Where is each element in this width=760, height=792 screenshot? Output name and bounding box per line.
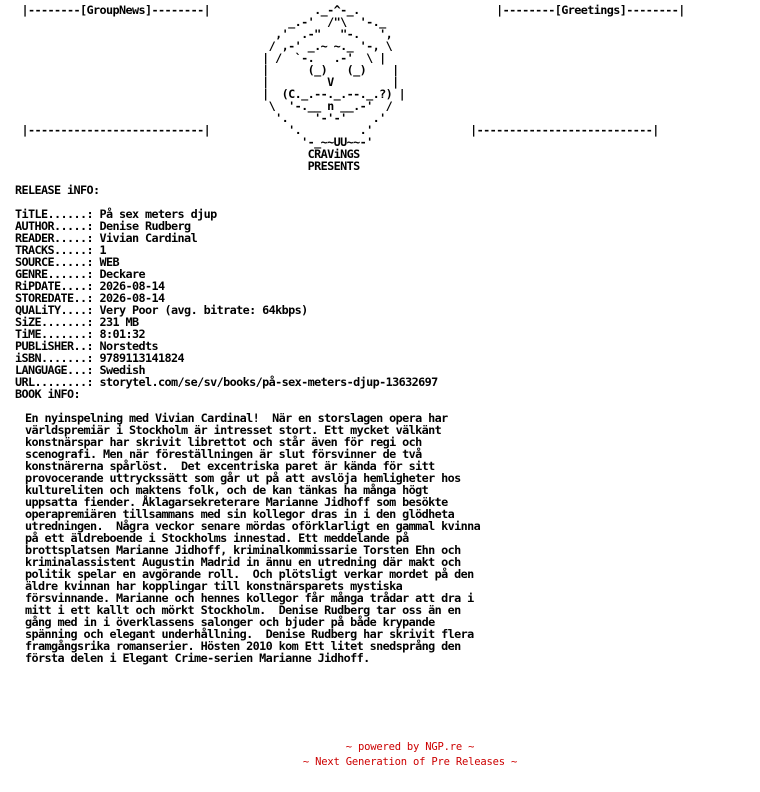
nfo-document [15,4,685,664]
release-row-ripdate: RiPDATE....: 2026-08-14 [15,279,165,293]
release-row-size: SiZE.......: 231 MB [15,315,139,329]
release-row-title: TiTLE......: På sex meters djup [15,207,217,221]
release-row-url: URL........: storytel.com/se/sv/books/på-sex-meters-djup-13632697 [15,375,438,389]
release-row-tracks: TRACKS.....: 1 [15,243,107,257]
release-row-time: TiME.......: 8:01:32 [15,327,146,341]
release-row-reader: READER.....: Vivian Cardinal [15,231,198,245]
release-row-genre: GENRE......: Deckare [15,267,146,281]
book-description: En nyinspelning med Vivian Cardinal! När en storslagen opera har världspremiär i Stockholm är intresset stort. Ett mycket välkänt konstnärspar har skrivit librettot och står även för regi och scenografi. Men när föreställningen är slut försvinner de två konstnärerna spårlöst. Det excentriska paret är kända för sitt provocerande uttryckssätt som går ut på att avslöja hemligheter hos kultureliten och maktens folk, och de kan tänkas ha många högt uppsatta fiender. Åklagarsekreterare Marianne Jidhoff som besökte operapremiären tillsammans med sin kollegor dras in i den glödheta utredningen. Några veckor senare mördas oförklarligt en gammal kvinna på ett äldreboende i Stockholms innestad. Ett meddelande på brottsplatsen Marianne Jidhoff, kriminalkommissarie Torsten Ehn och kriminalassistent Augustin Madrid in ännu en utredning där makt och politik spelar en avgörande roll. Och plötsligt verkar mordet på den äldre kvinnan har kopplingar till konstnärsparets mystiska försvinnande. Marianne och hennes kollegor får många trådar att dra i mitt i ett kallt och mörkt Stockholm. Denise Rudberg tar oss än en gång med in i överklassens salonger och bjuder på både krypande spänning och elegant underhållning. Denise Rudberg har skrivit flera framgångsrika romanserier. Hösten 2010 kom Ett litet snedsprång den första delen i Elegant Crime-serien Marianne Jidhoff. [25,411,481,665]
release-info-list [15,208,685,388]
release-row-author: AUTHOR.....: Denise Rudberg [15,219,191,233]
book-info-heading: BOOK iNFO: [15,387,81,401]
release-row-publisher: PUBLiSHER..: Norstedts [15,339,159,353]
release-info-heading: RELEASE iNFO: [15,183,100,197]
footer-tagline: ~ Next Generation of Pre Releases ~ [302,756,518,768]
footer-powered-by: ~ powered by NGP.re ~ [345,741,475,753]
release-row-quality: QUALiTY....: Very Poor (avg. bitrate: 64kbps) [15,303,308,317]
release-row-isbn: iSBN.......: 9789113141824 [15,351,185,365]
release-row-storedate: STOREDATE..: 2026-08-14 [15,291,165,305]
ascii-art-header: |--------[GroupNews]--------| ._-^-_. |--------[Greetings]--------| _.-' /"\ '-._ ,' .-" "-. ', / ,-' _.~ ~._ '-, \ | / `-. .-' \ | | (_) (_) | | V | | (C._.--._.--._.?) | \ '-.__ n __.-' / '. '-'-' .' |---------------------------| '. .' |---------------------------| '-_~~UU~~-' CRAViNGS PRESENTS [21,3,685,173]
release-row-source: SOURCE.....: WEB [15,255,120,269]
release-row-language: LANGUAGE...: Swedish [15,363,146,377]
